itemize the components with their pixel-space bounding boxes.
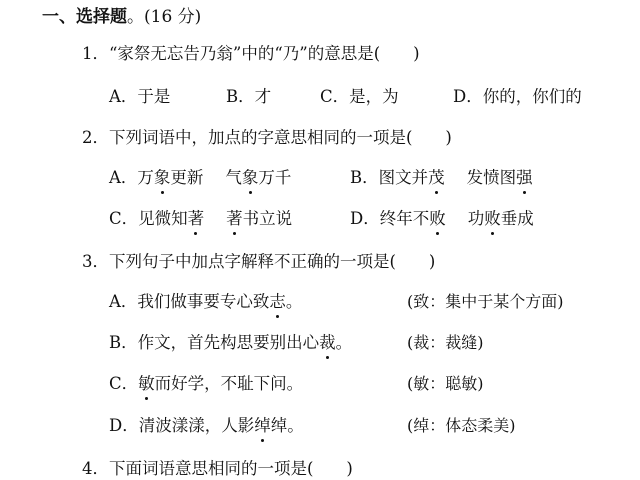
question-2-stem: 2．下列词语中，加点的字意思相同的一项是( ) bbox=[82, 128, 452, 147]
section-score: 。(16 分) bbox=[127, 7, 202, 27]
q3-option-c-note: (敏：聪敏) bbox=[407, 374, 484, 393]
q1-option-d: D．你的，你们的 bbox=[453, 87, 582, 106]
q1-option-a: A．于是 bbox=[109, 87, 171, 106]
option-label: A． bbox=[109, 168, 138, 187]
q3-option-b: B．作文，首先构思要别出心裁。 bbox=[109, 329, 352, 353]
dotted-char: 著 bbox=[226, 205, 243, 229]
question-1-stem: 1．“家祭无忘告乃翁”中的“乃”的意思是( ) bbox=[82, 44, 420, 63]
q3-option-a-note: (致：集中于某个方面) bbox=[407, 292, 564, 311]
q3-option-d: D．清波漾漾，人影绰绰。 bbox=[109, 412, 304, 436]
dotted-char: 象 bbox=[242, 164, 259, 188]
dotted-char: 敏 bbox=[138, 370, 155, 394]
dotted-char: 志 bbox=[269, 288, 286, 312]
dotted-char: 裁 bbox=[319, 329, 336, 353]
q2-option-b: B．图文并茂 发愤图强 bbox=[350, 164, 533, 188]
dotted-char: 败 bbox=[484, 205, 501, 229]
question-4-stem: 4．下面词语意思相同的一项是( ) bbox=[82, 459, 353, 478]
dotted-char: 著 bbox=[188, 205, 205, 229]
option-label: C． bbox=[109, 209, 139, 228]
option-label: B． bbox=[350, 168, 379, 187]
section-label: 一、选择题 bbox=[42, 7, 127, 27]
q3-option-a: A．我们做事要专心致志。 bbox=[109, 288, 302, 312]
q1-option-c: C．是，为 bbox=[320, 87, 399, 106]
question-3-stem: 3．下列句子中加点字解释不正确的一项是( ) bbox=[82, 252, 436, 271]
q2-option-c: C．见微知著 著书立说 bbox=[109, 205, 292, 229]
q3-option-d-note: (绰：体态柔美) bbox=[407, 416, 516, 435]
dotted-char: 败 bbox=[429, 205, 446, 229]
section-header bbox=[42, 2, 201, 27]
q1-option-b: B．才 bbox=[226, 87, 272, 106]
dotted-char: 强 bbox=[516, 164, 533, 188]
option-label: D． bbox=[350, 209, 380, 228]
dotted-char: 象 bbox=[154, 164, 171, 188]
q2-option-d: D．终年不败 功败垂成 bbox=[350, 205, 534, 229]
dotted-char: 绰 bbox=[254, 412, 271, 436]
q3-option-c: C．敏而好学，不耻下问。 bbox=[109, 370, 303, 394]
dotted-char: 茂 bbox=[428, 164, 445, 188]
q3-option-b-note: (裁：裁缝) bbox=[407, 333, 484, 352]
q2-option-a: A．万象更新 气象万千 bbox=[109, 164, 291, 188]
